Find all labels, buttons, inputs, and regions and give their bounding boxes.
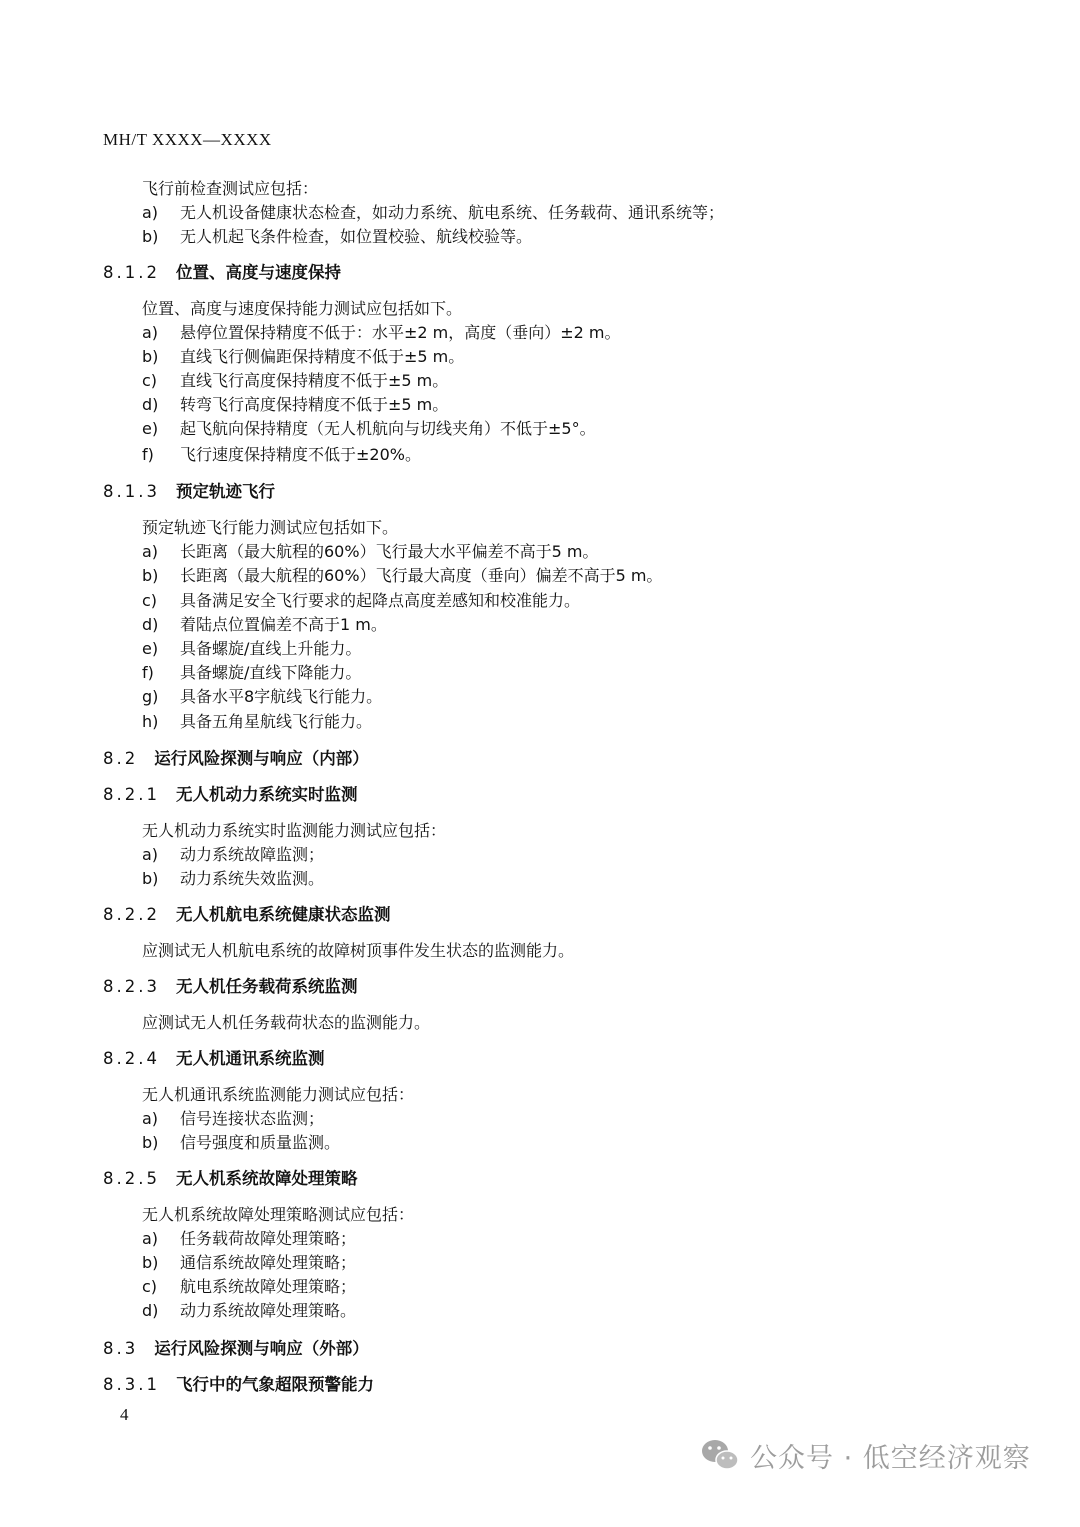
section-number: 8.2.1 — [103, 785, 160, 804]
list-item-text: 无人机起飞条件检查，如位置校验、航线校验等。 — [180, 227, 533, 246]
list-item-label: a) — [142, 542, 159, 561]
list-item-label: b) — [142, 869, 159, 888]
section-title: 运行风险探测与响应（内部） — [154, 749, 369, 768]
list-item-text: 任务载荷故障处理策略； — [180, 1229, 357, 1248]
list-item-label: d) — [142, 1301, 159, 1320]
section-title: 无人机航电系统健康状态监测 — [175, 905, 391, 924]
section-title: 位置、高度与速度保持 — [175, 263, 341, 282]
list-item — [142, 1228, 356, 1250]
list-item — [142, 1300, 356, 1322]
list-item-text: 转弯飞行高度保持精度不低于±5 m。 — [180, 395, 449, 414]
list-item-label: c) — [142, 591, 158, 610]
section-number: 8.1.2 — [103, 263, 160, 282]
section-number: 8.3.1 — [103, 1375, 160, 1394]
list-item-text: 起飞航向保持精度（无人机航向与切线夹角）不低于±5°。 — [180, 419, 596, 438]
section-heading — [103, 784, 357, 806]
list-item — [142, 844, 324, 866]
list-item-label: e) — [142, 639, 159, 658]
list-item-text: 无人机设备健康状态检查，如动力系统、航电系统、任务载荷、通讯系统等； — [180, 203, 725, 222]
list-item-label: b) — [142, 1253, 159, 1272]
list-item — [142, 346, 464, 368]
list-item — [142, 226, 532, 248]
list-item-label: a) — [142, 845, 159, 864]
section-heading — [103, 748, 369, 770]
list-item-label: g) — [142, 687, 159, 706]
paragraph: 应测试无人机航电系统的故障树顶事件发生状态的监测能力。 — [142, 941, 575, 960]
list-item-text: 飞行速度保持精度不低于±20%。 — [180, 445, 421, 464]
section-number: 8.2.5 — [103, 1169, 160, 1188]
section-heading — [103, 976, 357, 998]
list-item-text: 动力系统故障监测； — [180, 845, 325, 864]
list-item-label: h) — [142, 712, 159, 731]
list-item-text: 长距离（最大航程的60%）飞行最大高度（垂向）偏差不高于5 m。 — [180, 566, 663, 585]
document-code-header: MH/T XXXX—XXXX — [103, 130, 272, 149]
list-item-text: 具备螺旋/直线下降能力。 — [180, 663, 362, 682]
list-item-label: d) — [142, 615, 159, 634]
list-item-label: a) — [142, 203, 159, 222]
list-item-label: a) — [142, 1109, 159, 1128]
list-item — [142, 1276, 356, 1298]
list-item-text: 悬停位置保持精度不低于：水平±2 m，高度（垂向）±2 m。 — [180, 323, 621, 342]
section-heading — [103, 481, 275, 503]
list-item — [142, 1132, 340, 1154]
list-item-text: 具备水平8字航线飞行能力。 — [180, 687, 383, 706]
section-title: 运行风险探测与响应（外部） — [154, 1339, 369, 1358]
list-item-text: 直线飞行高度保持精度不低于±5 m。 — [180, 371, 449, 390]
section-heading — [103, 1338, 369, 1360]
list-item-label: e) — [142, 419, 159, 438]
list-item-label: b) — [142, 1133, 159, 1152]
list-item — [142, 370, 448, 392]
wechat-watermark — [700, 1425, 1050, 1485]
list-item-label: b) — [142, 566, 159, 585]
list-item — [142, 868, 324, 890]
list-item-text: 通信系统故障处理策略； — [180, 1253, 357, 1272]
section-heading — [103, 262, 341, 284]
list-item-label: a) — [142, 1229, 159, 1248]
paragraph: 位置、高度与速度保持能力测试应包括如下。 — [142, 299, 463, 318]
paragraph: 飞行前检查测试应包括： — [142, 179, 319, 198]
list-item-text: 信号连接状态监测； — [180, 1109, 325, 1128]
list-item — [142, 614, 387, 636]
section-number: 8.3 — [103, 1339, 139, 1358]
section-number: 8.1.3 — [103, 482, 160, 501]
list-item — [142, 394, 448, 416]
list-item-label: b) — [142, 227, 159, 246]
list-item-text: 长距离（最大航程的60%）飞行最大水平偏差不高于5 m。 — [180, 542, 599, 561]
list-item — [142, 565, 662, 587]
list-item-label: d) — [142, 395, 159, 414]
list-item — [142, 1252, 356, 1274]
list-item-label: f) — [142, 445, 154, 464]
list-item — [142, 322, 621, 344]
list-item-text: 具备螺旋/直线上升能力。 — [180, 639, 362, 658]
list-item — [142, 711, 372, 733]
paragraph: 无人机系统故障处理策略测试应包括： — [142, 1205, 415, 1224]
paragraph: 预定轨迹飞行能力测试应包括如下。 — [142, 518, 399, 537]
list-item — [142, 1108, 324, 1130]
section-heading — [103, 1048, 324, 1070]
list-item — [142, 202, 724, 224]
list-item-text: 动力系统失效监测。 — [180, 869, 325, 888]
list-item-label: c) — [142, 1277, 158, 1296]
section-number: 8.2 — [103, 749, 139, 768]
list-item-text: 具备满足安全飞行要求的起降点高度差感知和校准能力。 — [180, 591, 581, 610]
list-item-label: b) — [142, 347, 159, 366]
list-item-text: 信号强度和质量监测。 — [180, 1133, 341, 1152]
list-item — [142, 541, 598, 563]
section-title: 无人机任务载荷系统监测 — [175, 977, 358, 996]
section-number: 8.2.3 — [103, 977, 160, 996]
list-item-label: c) — [142, 371, 158, 390]
list-item — [142, 662, 361, 684]
wechat-icon — [700, 1437, 740, 1473]
list-item-text: 动力系统故障处理策略。 — [180, 1301, 357, 1320]
section-title: 无人机动力系统实时监测 — [175, 785, 358, 804]
paragraph: 应测试无人机任务载荷状态的监测能力。 — [142, 1013, 431, 1032]
list-item — [142, 590, 580, 612]
paragraph: 无人机动力系统实时监测能力测试应包括： — [142, 821, 447, 840]
list-item-text: 着陆点位置偏差不高于1 m。 — [180, 615, 387, 634]
section-number: 8.2.2 — [103, 905, 160, 924]
section-title: 无人机系统故障处理策略 — [175, 1169, 358, 1188]
section-heading — [103, 1374, 374, 1396]
list-item-text: 具备五角星航线飞行能力。 — [180, 712, 373, 731]
page-number: 4 — [120, 1405, 129, 1424]
section-number: 8.2.4 — [103, 1049, 160, 1068]
list-item-label: a) — [142, 323, 159, 342]
section-title: 预定轨迹飞行 — [175, 482, 275, 501]
section-title: 飞行中的气象超限预警能力 — [175, 1375, 374, 1394]
watermark-text: 公众号 · 低空经济观察 — [750, 1442, 1031, 1474]
list-item-label: f) — [142, 663, 154, 682]
list-item — [142, 418, 596, 440]
list-item — [142, 444, 421, 466]
list-item — [142, 638, 361, 660]
list-item-text: 航电系统故障处理策略； — [180, 1277, 357, 1296]
list-item — [142, 686, 382, 708]
section-heading — [103, 904, 390, 926]
section-heading — [103, 1168, 357, 1190]
list-item-text: 直线飞行侧偏距保持精度不低于±5 m。 — [180, 347, 465, 366]
section-title: 无人机通讯系统监测 — [175, 1049, 325, 1068]
paragraph: 无人机通讯系统监测能力测试应包括： — [142, 1085, 415, 1104]
